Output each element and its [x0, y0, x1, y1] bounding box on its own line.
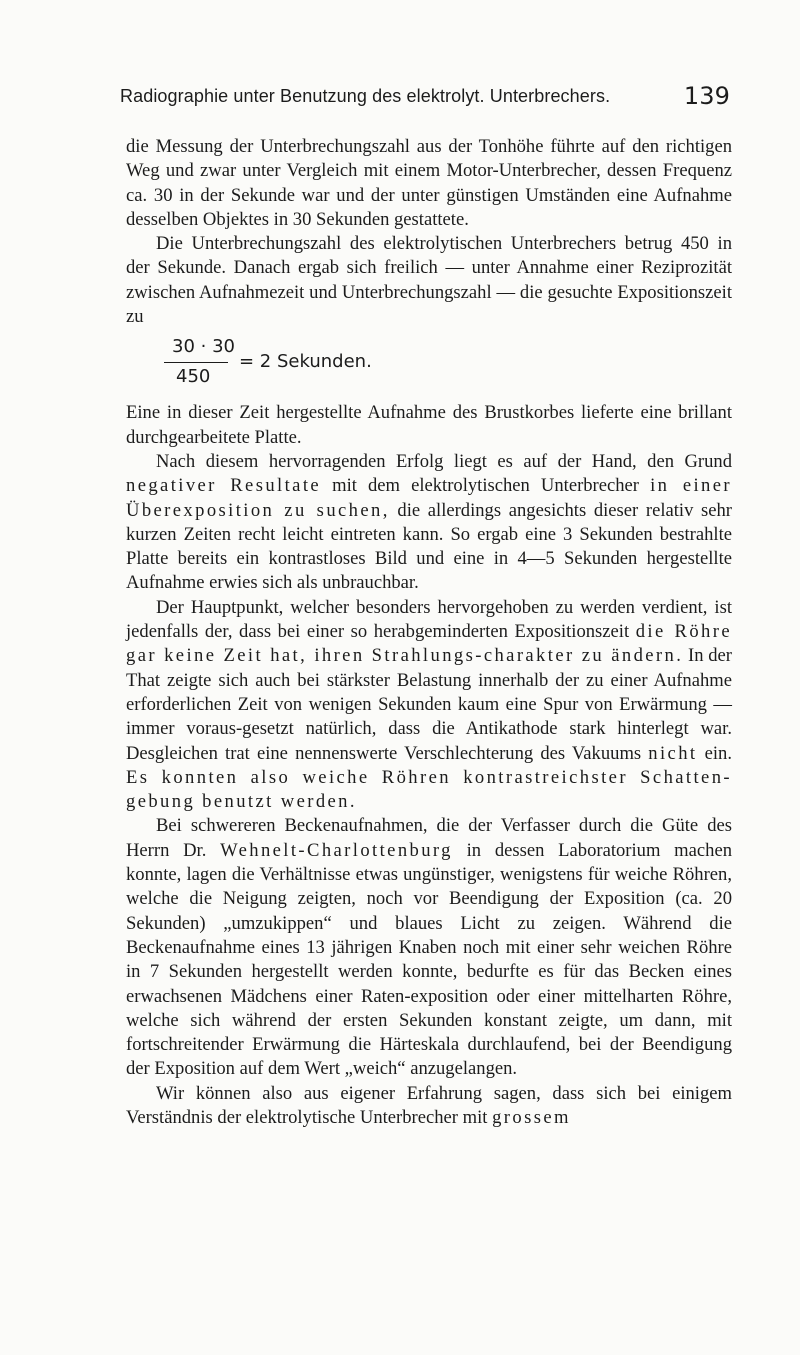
page-number: 139 — [683, 82, 730, 110]
emphasis-nicht: nicht — [648, 742, 698, 764]
emphasis-tube-character: die Röhre gar keine Zeit hat, ihren Strahlungs-charakter zu ändern. — [126, 621, 732, 667]
paragraph-7 — [126, 1082, 732, 1131]
paragraph-5-text-e: ein. — [697, 742, 732, 764]
paragraph-4 — [126, 450, 732, 596]
paragraph-2: Die Unterbrechungszahl des elektrolytischen Unterbrechers betrug 450 in der Sekunde. Danach ergab sich freilich — unter Annahme einer Reziprozität zwischen Aufnahmezeit und Unterbrechungszahl — die gesuchte Expositionszeit zu — [126, 233, 732, 328]
formula-denominator: 450 — [176, 366, 211, 388]
paragraph-7-text-a: Wir können also aus eigener Erfahrung sagen, dass sich bei einigem Verständnis der elektrolytische Unterbrecher mit — [126, 1082, 732, 1128]
paragraph-4-text-a: Nach diesem hervorragenden Erfolg liegt es auf der Hand, den Grund — [156, 450, 732, 472]
formula-result: = 2 Sekunden. — [239, 351, 372, 373]
paragraph-6-text-a: Bei schwereren Beckenaufnahmen, die der Verfasser durch die Güte des Herrn Dr. — [126, 815, 732, 861]
paragraph-6-text-c: in dessen Laboratorium machen konnte, lagen die Verhältnisse etwas ungünstiger, wenigstens für weiche Röhren, welche die Neigung zeigten, noch vor Beendigung der Exposition (ca. 20 Sekunden) „umzukippen“ und blaues Licht zu zeigen. Während die Beckenaufnahme eines 13 jährigen Knaben noch mit einer sehr weichen Röhre in 7 Sekunden hergestellt werden konnte, bedurfte es für das Becken eines erwachsenen Mädchens einer Raten-exposition oder einer mittelharten Röhre, welche sich während der ersten Sekunden konstant zeigte, um dann, mit fortschreitender Erwärmung die Härteskala durchlaufend, bei der Beendigung der Exposition auf dem Wert „weich“ anzugelangen. — [126, 839, 732, 1080]
paragraph-6 — [126, 814, 732, 1081]
paragraph-5-text-c: In der That zeigte sich auch bei stärkster Belastung innerhalb der zu einer Aufnahme erforderlichen Zeit von wenigen Sekunden kaum eine Spur von Erwärmung — immer voraus-gesetzt natürlich, dass die Antikathode stark hinterlegt war. Desgleichen trat eine nennenswerte Verschlechterung des Vakuums — [126, 645, 733, 764]
fraction-bar — [164, 362, 228, 363]
paragraph-5-text-a: Der Hauptpunkt, welcher besonders hervorgehoben zu werden verdient, ist jedenfalls der, dass bei einer so herabgeminderten Expositionszeit — [126, 596, 732, 643]
emphasis-wehnelt: Wehnelt-Charlottenburg — [220, 839, 453, 861]
paragraph-4-text-e: die allerdings angesichts dieser relativ sehr kurzen Zeiten recht leicht eintreten kann. So ergab eine 3 Sekunden bestrahlte Platte bereits ein kontrastloses Bild und eine in 4—5 Sekunden hergestellte Aufnahme erwies sich als unbrauchbar. — [126, 499, 732, 594]
running-title: Radiographie unter Benutzung des elektrolyt. Unterbrechers. — [120, 86, 611, 106]
paragraph-4-text-c: mit dem elektrolytischen Unterbrecher — [321, 475, 651, 497]
body-text — [126, 135, 732, 1130]
formula-numerator: 30 · 30 — [172, 336, 235, 358]
emphasis-overexposure: in einer Überexposition zu suchen, — [126, 475, 732, 521]
emphasis-grossem: grossem — [492, 1106, 571, 1128]
paragraph-1: die Messung der Unterbrechungszahl aus der Tonhöhe führte auf den richtigen Weg und zwar unter Vergleich mit einem Motor-Unterbrecher, dessen Frequenz ca. 30 in der Sekunde war und der unter günstigen Umständen eine Aufnahme desselben Objektes in 30 Sekunden gestattete. — [126, 136, 732, 230]
emphasis-soft-tubes: Es konnten also weiche Röhren kontrastreichster Schatten-gebung benutzt werden. — [126, 766, 732, 813]
emphasis-negative-results: negativer Resultate — [126, 475, 322, 497]
exposure-formula — [126, 329, 732, 401]
paragraph-3: Eine in dieser Zeit hergestellte Aufnahme des Brustkorbes lieferte eine brillant durchgearbeitete Platte. — [126, 402, 732, 448]
page-header — [120, 84, 730, 114]
paragraph-5 — [126, 596, 732, 815]
